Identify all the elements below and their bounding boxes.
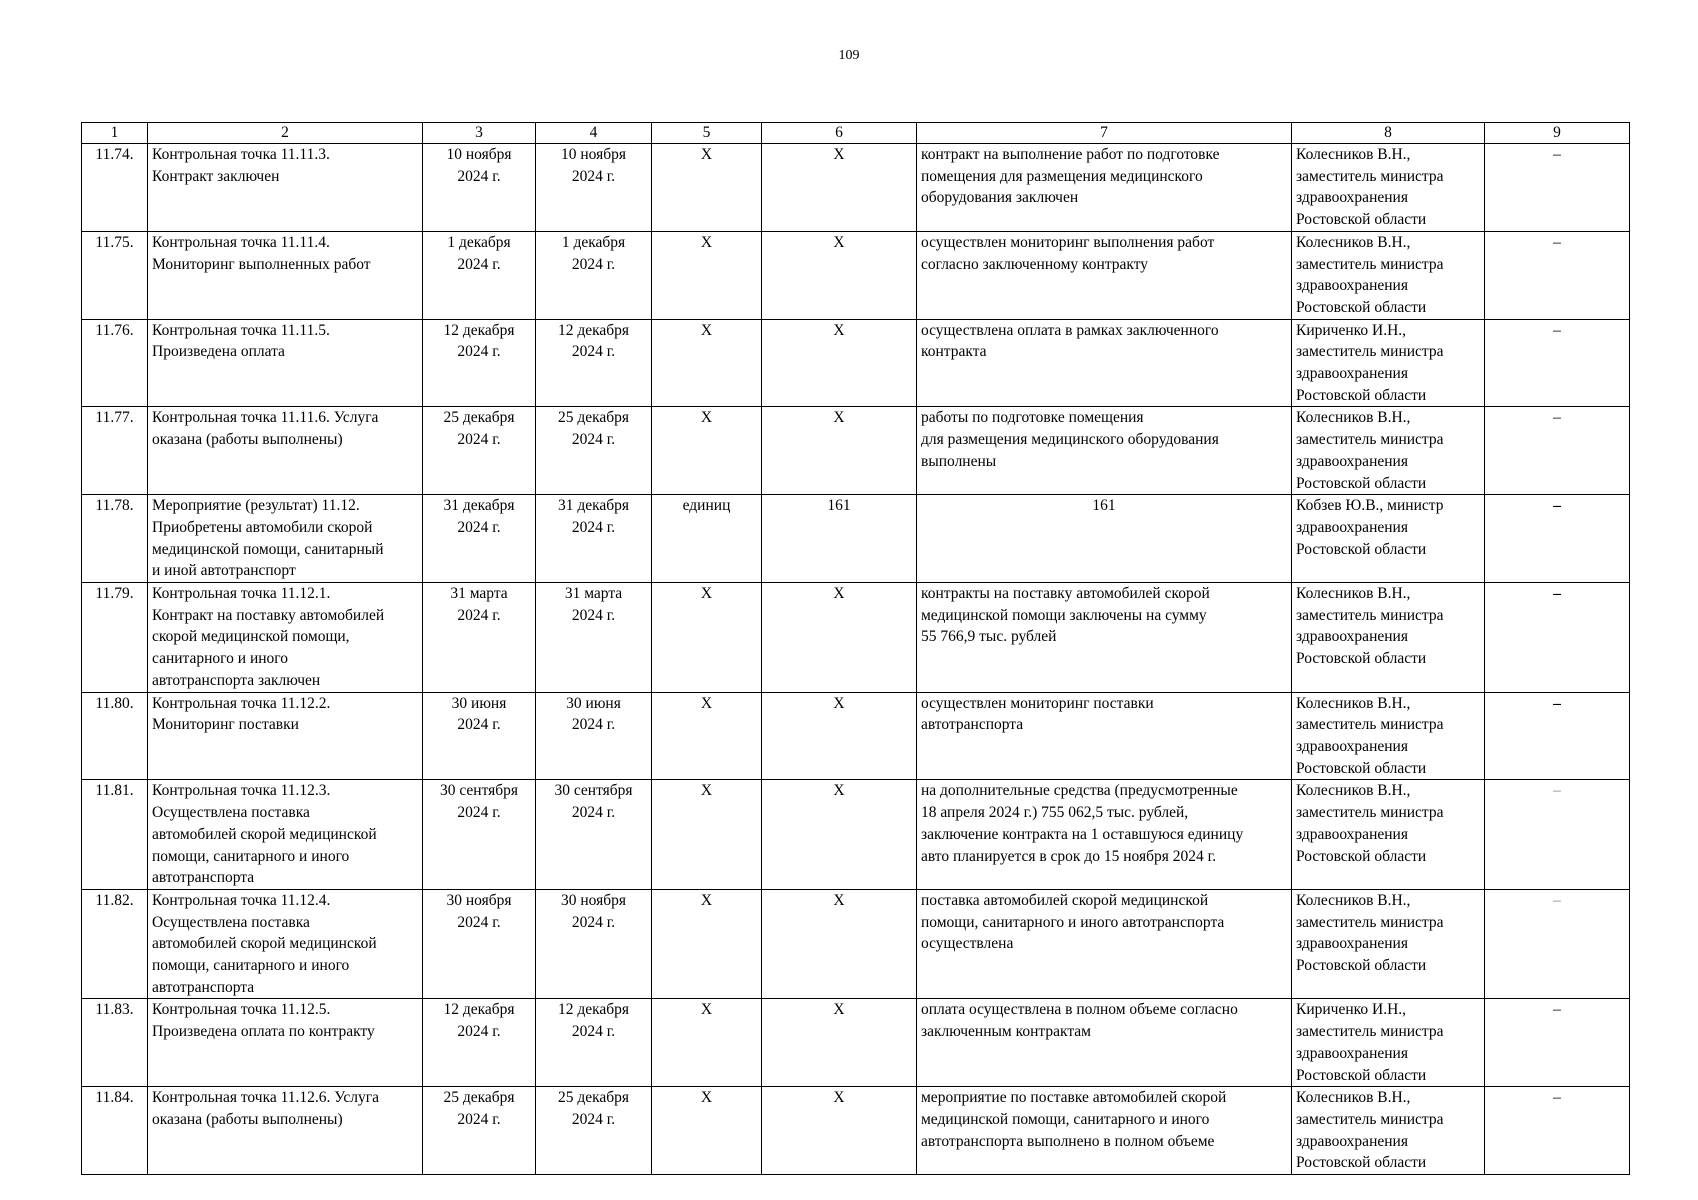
table-row: [82, 231, 1630, 319]
table-row: [82, 144, 1630, 232]
event-name-cell: Контрольная точка 11.11.4. Мониторинг выполненных работ: [148, 231, 423, 319]
unit-cell: X: [652, 144, 762, 232]
note-cell: –: [1485, 231, 1630, 319]
column-header: 1: [82, 123, 148, 144]
note-cell: –: [1485, 495, 1630, 583]
result-cell: мероприятие по поставке автомобилей скорой медицинской помощи, санитарного и иного автотранспорта выполнено в полном объеме: [917, 1087, 1292, 1175]
fact-date-cell: 25 декабря 2024 г.: [536, 407, 652, 495]
responsible-cell: Колесников В.Н., заместитель министра здравоохранения Ростовской области: [1292, 1087, 1485, 1175]
note-cell: –: [1485, 780, 1630, 890]
plan-date-cell: 30 сентября 2024 г.: [423, 780, 536, 890]
value-cell: X: [762, 780, 917, 890]
column-header: 2: [148, 123, 423, 144]
plan-date-cell: 30 ноября 2024 г.: [423, 889, 536, 999]
event-name-cell: Контрольная точка 11.12.1. Контракт на поставку автомобилей скорой медицинской помощи, санитарного и иного автотранспорта заключен: [148, 583, 423, 693]
unit-cell: X: [652, 231, 762, 319]
table-row: [82, 583, 1630, 693]
value-cell: X: [762, 319, 917, 407]
column-header: 8: [1292, 123, 1485, 144]
table-row: [82, 1087, 1630, 1175]
fact-date-cell: 30 ноября 2024 г.: [536, 889, 652, 999]
fact-date-cell: 30 сентября 2024 г.: [536, 780, 652, 890]
note-cell: –: [1485, 319, 1630, 407]
event-name-cell: Контрольная точка 11.12.6. Услуга оказана (работы выполнены): [148, 1087, 423, 1175]
note-cell: –: [1485, 144, 1630, 232]
event-name-cell: Контрольная точка 11.12.5. Произведена оплата по контракту: [148, 999, 423, 1087]
fact-date-cell: 12 декабря 2024 г.: [536, 319, 652, 407]
result-cell: контракты на поставку автомобилей скорой медицинской помощи заключены на сумму 55 766,9 тыс. рублей: [917, 583, 1292, 693]
value-cell: X: [762, 692, 917, 780]
table-row: [82, 407, 1630, 495]
fact-date-cell: 10 ноября 2024 г.: [536, 144, 652, 232]
unit-cell: X: [652, 780, 762, 890]
column-number-row: [82, 123, 1630, 144]
result-cell: на дополнительные средства (предусмотренные 18 апреля 2024 г.) 755 062,5 тыс. рублей, заключение контракта на 1 оставшуюся единицу авто планируется в срок до 15 ноября 2024 г.: [917, 780, 1292, 890]
column-header: 6: [762, 123, 917, 144]
unit-cell: X: [652, 692, 762, 780]
plan-date-cell: 1 декабря 2024 г.: [423, 231, 536, 319]
column-header: 3: [423, 123, 536, 144]
responsible-cell: Колесников В.Н., заместитель министра здравоохранения Ростовской области: [1292, 407, 1485, 495]
note-cell: –: [1485, 889, 1630, 999]
note-cell: –: [1485, 1087, 1630, 1175]
note-cell: –: [1485, 583, 1630, 693]
fact-date-cell: 12 декабря 2024 г.: [536, 999, 652, 1087]
fact-date-cell: 1 декабря 2024 г.: [536, 231, 652, 319]
unit-cell: X: [652, 319, 762, 407]
result-cell: поставка автомобилей скорой медицинской помощи, санитарного и иного автотранспорта осуществлена: [917, 889, 1292, 999]
note-cell: –: [1485, 999, 1630, 1087]
plan-date-cell: 25 декабря 2024 г.: [423, 407, 536, 495]
unit-cell: X: [652, 1087, 762, 1175]
event-name-cell: Контрольная точка 11.11.5. Произведена оплата: [148, 319, 423, 407]
table-row: [82, 495, 1630, 583]
row-number-cell: 11.80.: [82, 692, 148, 780]
event-name-cell: Контрольная точка 11.12.2. Мониторинг поставки: [148, 692, 423, 780]
report-table: [81, 122, 1630, 1175]
row-number-cell: 11.79.: [82, 583, 148, 693]
row-number-cell: 11.75.: [82, 231, 148, 319]
value-cell: X: [762, 1087, 917, 1175]
unit-cell: X: [652, 407, 762, 495]
responsible-cell: Колесников В.Н., заместитель министра здравоохранения Ростовской области: [1292, 144, 1485, 232]
column-header: 4: [536, 123, 652, 144]
value-cell: X: [762, 999, 917, 1087]
value-cell: X: [762, 231, 917, 319]
row-number-cell: 11.76.: [82, 319, 148, 407]
plan-date-cell: 30 июня 2024 г.: [423, 692, 536, 780]
row-number-cell: 11.77.: [82, 407, 148, 495]
responsible-cell: Кобзев Ю.В., министр здравоохранения Ростовской области: [1292, 495, 1485, 583]
responsible-cell: Колесников В.Н., заместитель министра здравоохранения Ростовской области: [1292, 780, 1485, 890]
column-header: 7: [917, 123, 1292, 144]
result-cell: работы по подготовке помещения для размещения медицинского оборудования выполнены: [917, 407, 1292, 495]
row-number-cell: 11.74.: [82, 144, 148, 232]
plan-date-cell: 31 декабря 2024 г.: [423, 495, 536, 583]
value-cell: X: [762, 144, 917, 232]
value-cell: 161: [762, 495, 917, 583]
responsible-cell: Кириченко И.Н., заместитель министра здравоохранения Ростовской области: [1292, 319, 1485, 407]
row-number-cell: 11.81.: [82, 780, 148, 890]
unit-cell: X: [652, 583, 762, 693]
table-row: [82, 999, 1630, 1087]
result-cell: осуществлен мониторинг поставки автотранспорта: [917, 692, 1292, 780]
result-cell: осуществлен мониторинг выполнения работ согласно заключенному контракту: [917, 231, 1292, 319]
table-body: [82, 144, 1630, 1175]
row-number-cell: 11.84.: [82, 1087, 148, 1175]
unit-cell: X: [652, 889, 762, 999]
row-number-cell: 11.82.: [82, 889, 148, 999]
table-row: [82, 319, 1630, 407]
value-cell: X: [762, 583, 917, 693]
value-cell: X: [762, 407, 917, 495]
event-name-cell: Контрольная точка 11.12.4. Осуществлена поставка автомобилей скорой медицинской помощи, санитарного и иного автотранспорта: [148, 889, 423, 999]
fact-date-cell: 31 марта 2024 г.: [536, 583, 652, 693]
unit-cell: X: [652, 999, 762, 1087]
column-header: 5: [652, 123, 762, 144]
result-cell: 161: [917, 495, 1292, 583]
table-row: [82, 780, 1630, 890]
result-cell: контракт на выполнение работ по подготовке помещения для размещения медицинского оборудования заключен: [917, 144, 1292, 232]
responsible-cell: Колесников В.Н., заместитель министра здравоохранения Ростовской области: [1292, 889, 1485, 999]
responsible-cell: Колесников В.Н., заместитель министра здравоохранения Ростовской области: [1292, 692, 1485, 780]
event-name-cell: Контрольная точка 11.12.3. Осуществлена поставка автомобилей скорой медицинской помощи, санитарного и иного автотранспорта: [148, 780, 423, 890]
table-row: [82, 889, 1630, 999]
event-name-cell: Контрольная точка 11.11.6. Услуга оказана (работы выполнены): [148, 407, 423, 495]
page-number: 109: [838, 48, 860, 63]
responsible-cell: Колесников В.Н., заместитель министра здравоохранения Ростовской области: [1292, 583, 1485, 693]
fact-date-cell: 25 декабря 2024 г.: [536, 1087, 652, 1175]
plan-date-cell: 25 декабря 2024 г.: [423, 1087, 536, 1175]
event-name-cell: Мероприятие (результат) 11.12. Приобретены автомобили скорой медицинской помощи, санитарный и иной автотранспорт: [148, 495, 423, 583]
event-name-cell: Контрольная точка 11.11.3. Контракт заключен: [148, 144, 423, 232]
note-cell: –: [1485, 692, 1630, 780]
responsible-cell: Кириченко И.Н., заместитель министра здравоохранения Ростовской области: [1292, 999, 1485, 1087]
plan-date-cell: 31 марта 2024 г.: [423, 583, 536, 693]
plan-date-cell: 12 декабря 2024 г.: [423, 999, 536, 1087]
note-cell: –: [1485, 407, 1630, 495]
row-number-cell: 11.78.: [82, 495, 148, 583]
fact-date-cell: 31 декабря 2024 г.: [536, 495, 652, 583]
plan-date-cell: 12 декабря 2024 г.: [423, 319, 536, 407]
responsible-cell: Колесников В.Н., заместитель министра здравоохранения Ростовской области: [1292, 231, 1485, 319]
fact-date-cell: 30 июня 2024 г.: [536, 692, 652, 780]
column-header: 9: [1485, 123, 1630, 144]
result-cell: оплата осуществлена в полном объеме согласно заключенным контрактам: [917, 999, 1292, 1087]
table-row: [82, 692, 1630, 780]
unit-cell: единиц: [652, 495, 762, 583]
result-cell: осуществлена оплата в рамках заключенного контракта: [917, 319, 1292, 407]
plan-date-cell: 10 ноября 2024 г.: [423, 144, 536, 232]
value-cell: X: [762, 889, 917, 999]
row-number-cell: 11.83.: [82, 999, 148, 1087]
